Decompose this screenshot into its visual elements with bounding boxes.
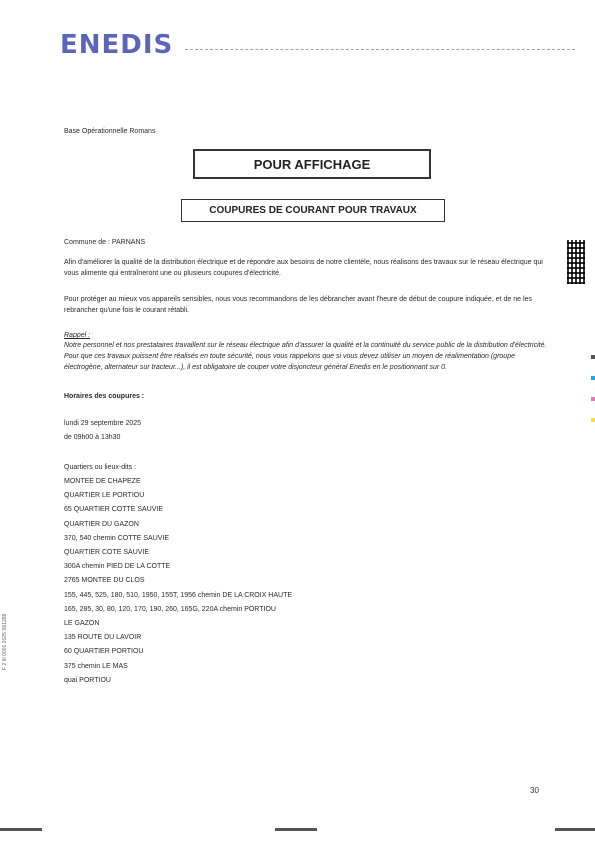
print-mark-icon <box>591 376 595 380</box>
list-item: 2765 MONTEE DU CLOS <box>64 577 145 585</box>
subtitle-text: COUPURES DE COURANT POUR TRAVAUX <box>209 205 417 216</box>
qr-code-icon <box>567 240 585 284</box>
bottom-mark <box>275 828 317 831</box>
places-list <box>64 475 554 688</box>
list-item: 300A chemin PIED DE LA COTTE <box>64 563 171 571</box>
title-box <box>193 149 431 179</box>
side-code: F 2 III 0001 2025 S61289 <box>2 613 8 670</box>
subtitle-box <box>181 199 445 222</box>
list-item: MONTEE DE CHAPEZE <box>64 478 141 485</box>
header-divider <box>185 49 575 50</box>
base-operationnelle: Base Opérationnelle Romans <box>64 128 156 135</box>
list-item: QUARTIER LE PORTIOU <box>64 492 145 500</box>
title-text: POUR AFFICHAGE <box>253 156 371 172</box>
coupure-date: lundi 29 septembre 2025 <box>64 420 142 427</box>
list-item: 60 QUARTIER PORTIOU <box>64 648 144 656</box>
quartiers-title: Quartiers ou lieux-dits : <box>64 464 136 471</box>
page-number: 30 <box>530 786 539 795</box>
rappel-title: Rappel : <box>64 332 91 339</box>
print-mark-icon <box>591 355 595 359</box>
coupure-time: de 09h00 à 13h30 <box>64 434 121 441</box>
commune-line: Commune de : PARNANS <box>64 239 146 246</box>
list-item: 155, 445, 525, 180, 510, 1950, 155T, 1956 chemin DE LA CROIX HAUTE <box>64 591 293 599</box>
list-item: quai PORTIOU <box>64 676 111 684</box>
rappel-paragraph: Notre personnel et nos prestataires travaillent sur le réseau électrique afin d'assurer la qualité et la continuité du service public de la distribution d'électricité. Pour que ces travaux puissent être réalisés en toute sécurité, nous vous rappelons que si vous devez utiliser un moyen de réalimentation (groupe électrogène, alternateur sur tracteur...), il est obligatoire de couper votre disjoncteur général Enedis en le positionnant sur 0. <box>64 342 547 371</box>
protection-paragraph: Pour protéger au mieux vos appareils sensibles, nous vous recommandons de les débrancher avant l'heure de début de coupure indiquée, et de ne les rebrancher qu'une fois le courant rétabli. <box>64 296 532 314</box>
list-item: 165, 285, 30, 80, 120, 170, 190, 260, 165G, 220A chemin PORTIOU <box>64 605 276 613</box>
enedis-logo: ENEDIS <box>60 30 174 60</box>
list-item: QUARTIER DU GAZON <box>64 520 139 528</box>
bottom-mark <box>555 828 595 831</box>
list-item: 65 QUARTIER COTTE SAUVIE <box>64 506 164 514</box>
list-item: QUARTIER COTE SAUVIE <box>64 549 150 557</box>
horaires-title: Horaires des coupures : <box>64 393 145 400</box>
print-mark-icon <box>591 418 595 422</box>
bottom-mark <box>0 828 42 831</box>
list-item: 135 ROUTE DU LAVOIR <box>64 634 142 642</box>
print-mark-icon <box>591 397 595 401</box>
list-item: 375 chemin LE MAS <box>64 662 128 670</box>
list-item: LE GAZON <box>64 620 100 628</box>
intro-paragraph: Afin d'améliorer la qualité de la distribution électrique et de répondre aux besoins de notre clientèle, nous réalisons des travaux sur le réseau électrique qui vous alimente qui entraîneront une ou plusieurs coupures d'électricité. <box>64 259 543 277</box>
list-item: 370, 540 chemin COTTE SAUVIE <box>64 534 170 542</box>
